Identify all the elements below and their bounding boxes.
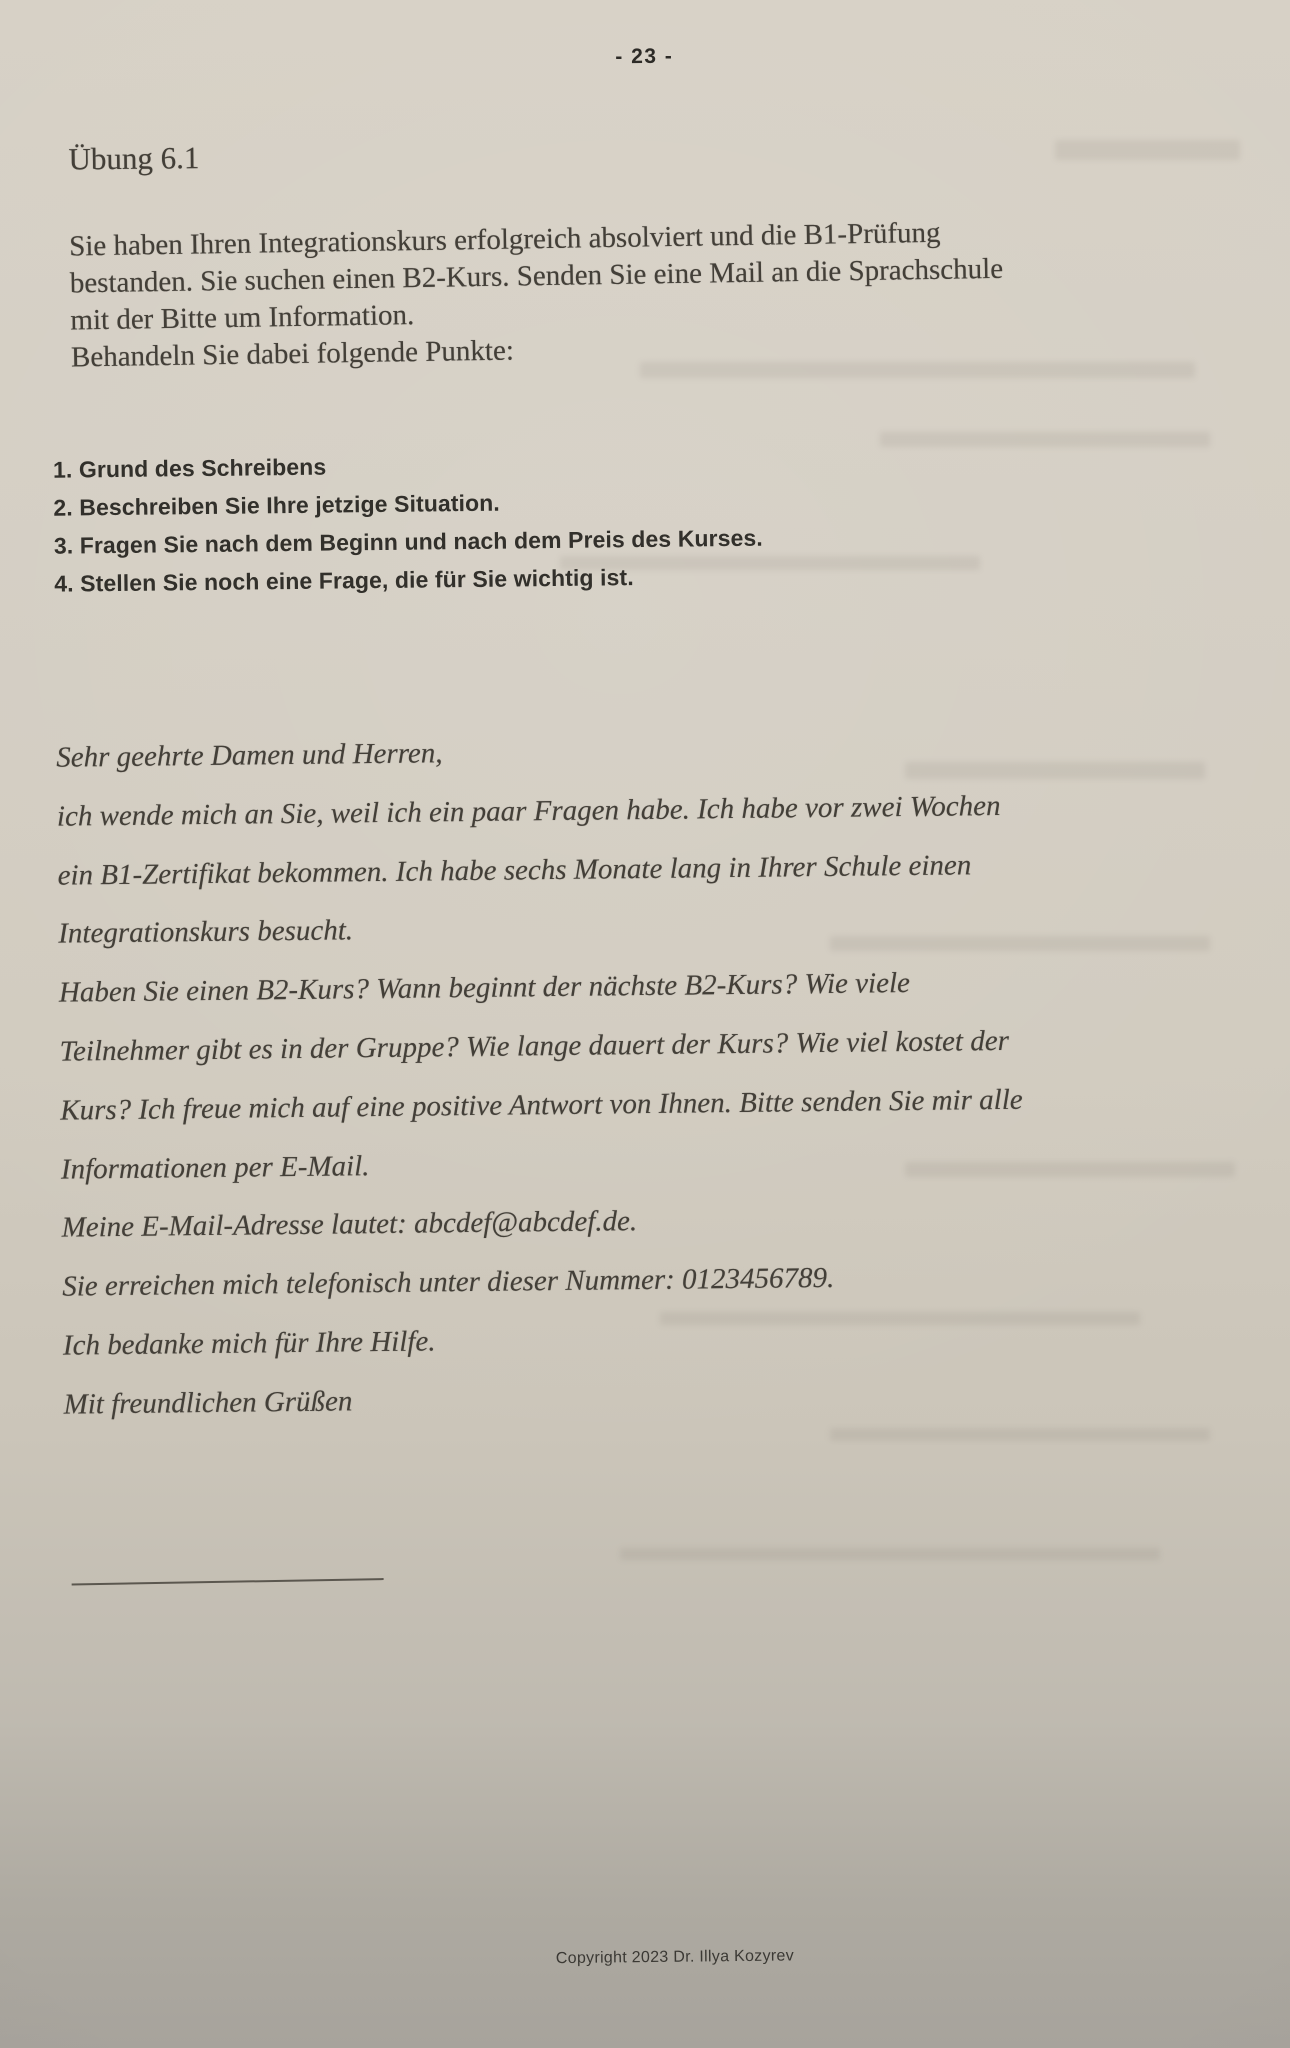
task-item: 3. Fragen Sie nach dem Beginn und nach dem Preis des Kurses. [53, 524, 763, 559]
letter-line: Ich bedanke mich für Ihre Hilfe. [62, 1325, 436, 1362]
signature-line [72, 1578, 384, 1585]
page-number: - 23 - [615, 44, 674, 69]
letter-line: Integrationskurs besucht. [58, 914, 354, 951]
letter-line: Meine E-Mail-Adresse lautet: abcdef@abcdef.de. [61, 1205, 638, 1245]
letter-line: Informationen per E-Mail. [60, 1149, 370, 1186]
letter-line: Kurs? Ich freue mich auf eine positive Antwort von Ihnen. Bitte senden Sie mir alle [60, 1083, 1023, 1127]
letter-line: Mit freundlichen Grüßen [63, 1385, 353, 1421]
task-item: 2. Beschreiben Sie Ihre jetzige Situation. [53, 489, 500, 521]
instruction-line: Sie haben Ihren Integrationskurs erfolgreich absolviert und die B1-Prüfung [68, 216, 941, 263]
letter-line: Sie erreichen mich telefonisch unter dieser Nummer: 0123456789. [62, 1262, 835, 1303]
exercise-heading: Übung 6.1 [68, 140, 200, 177]
instructions-paragraph [69, 214, 1005, 377]
instruction-line: bestanden. Sie suchen einen B2-Kurs. Senden Sie eine Mail an die Sprachschule [69, 252, 1004, 300]
instruction-line: Behandeln Sie dabei folgende Punkte: [70, 334, 515, 374]
instruction-line: mit der Bitte um Information. [70, 299, 415, 337]
letter-line: ich wende mich an Sie, weil ich ein paar Fragen habe. Ich habe vor zwei Wochen [56, 789, 1001, 833]
letter-line: ein B1-Zertifikat bekommen. Ich habe sechs Monate lang in Ihrer Schule einen [57, 848, 972, 892]
sample-letter-body [56, 718, 1026, 1434]
letter-line: Haben Sie einen B2-Kurs? Wann beginnt der nächste B2-Kurs? Wie viele [58, 967, 911, 1009]
task-item: 4. Stellen Sie noch eine Frage, die für Sie wichtig ist. [54, 564, 634, 597]
task-item: 1. Grund des Schreibens [52, 453, 327, 483]
task-list [53, 443, 764, 603]
copyright-footer: Copyright 2023 Dr. Illya Kozyrev [555, 1947, 795, 1968]
letter-line: Teilnehmer gibt es in der Gruppe? Wie lange dauert der Kurs? Wie viel kostet der [59, 1024, 1010, 1068]
letter-line: Sehr geehrte Damen und Herren, [56, 737, 443, 774]
